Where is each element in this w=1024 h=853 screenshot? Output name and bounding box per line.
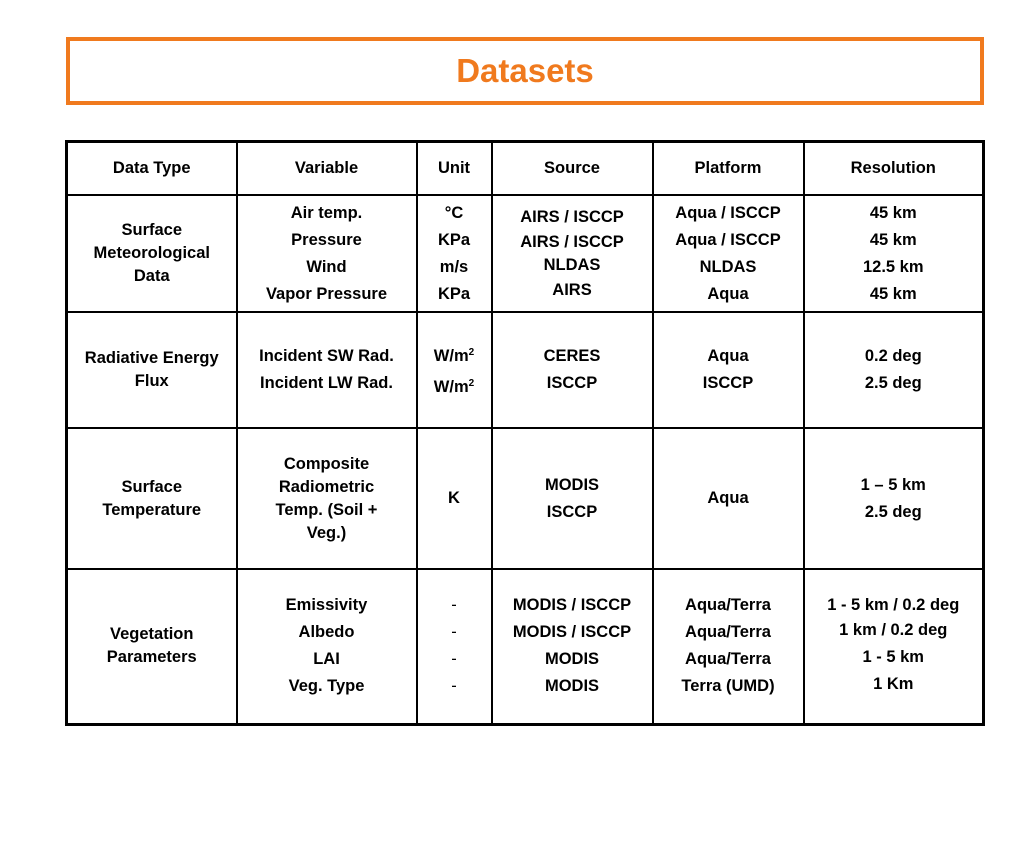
cell-variable — [237, 428, 417, 569]
header-platform: Platform — [653, 142, 804, 196]
cell-unit — [417, 312, 492, 428]
header-source: Source — [492, 142, 653, 196]
table-row — [67, 195, 984, 312]
resolution-value: 12.5 km — [862, 257, 924, 276]
cell-source — [492, 569, 653, 724]
unit-superscript: 2 — [468, 378, 475, 389]
cell-resolution — [804, 195, 984, 312]
cell-data-type: Vegetation Parameters — [67, 569, 237, 724]
cell-variable — [237, 195, 417, 312]
platform-value: NLDAS — [699, 257, 757, 276]
resolution-value: 1 – 5 km — [860, 475, 926, 494]
title-box — [66, 37, 984, 105]
page-title: Datasets — [456, 52, 594, 89]
resolution-value: 2.5 deg — [864, 502, 922, 521]
source-value: MODIS / ISCCP — [512, 596, 632, 615]
variable-value: Veg. Type — [288, 677, 365, 696]
platform-value: ISCCP — [702, 374, 754, 392]
cell-variable — [237, 312, 417, 428]
unit-value: KPa — [437, 230, 471, 249]
resolution-value: 2.5 deg — [864, 374, 922, 392]
cell-platform — [653, 195, 804, 312]
header-row — [67, 142, 984, 196]
variable-value: Air temp. — [290, 203, 363, 222]
unit-value: m/s — [439, 257, 469, 276]
cell-data-type: Surface Temperature — [67, 428, 237, 569]
resolution-value: 1 Km — [873, 675, 914, 694]
unit-value: - — [451, 623, 457, 642]
cell-resolution — [804, 569, 984, 724]
source-value: MODIS — [544, 677, 600, 696]
resolution-value: 1 - 5 km / 0.2 deg — [827, 596, 960, 615]
source-value: AIRS / ISCCP — [520, 207, 624, 226]
source-value: AIRS — [552, 280, 592, 299]
resolution-value: 45 km — [869, 284, 917, 303]
platform-value: Aqua — [707, 347, 749, 365]
cell-unit — [417, 428, 492, 569]
unit-value: °C — [444, 203, 464, 222]
resolution-value: 1 km / 0.2 deg — [839, 621, 948, 640]
datasets-table — [65, 140, 985, 726]
cell-data-type: Radiative Energy Flux — [67, 312, 237, 428]
platform-value: Aqua / ISCCP — [675, 203, 781, 222]
cell-unit — [417, 195, 492, 312]
variable-value: Incident LW Rad. — [260, 374, 393, 392]
platform-value: Aqua — [707, 489, 749, 507]
platform-value: Aqua / ISCCP — [675, 230, 781, 249]
variable-value: Emissivity — [285, 596, 368, 615]
unit-value: KPa — [437, 284, 471, 303]
platform-value: Aqua/Terra — [685, 596, 771, 615]
variable-value: LAI — [313, 650, 340, 669]
source-value: ISCCP — [546, 502, 598, 521]
cell-platform — [653, 312, 804, 428]
platform-value: Aqua — [707, 284, 749, 303]
resolution-value: 45 km — [869, 230, 917, 249]
variable-value: Vapor Pressure — [265, 284, 388, 303]
cell-variable — [237, 569, 417, 724]
platform-value: Aqua/Terra — [685, 623, 771, 642]
unit-superscript: 2 — [468, 347, 475, 358]
table-row — [67, 312, 984, 428]
source-value: MODIS / ISCCP — [512, 623, 632, 642]
cell-platform — [653, 569, 804, 724]
unit-value: K — [448, 489, 460, 507]
table-row — [67, 569, 984, 724]
cell-platform — [653, 428, 804, 569]
source-value: AIRS / ISCCP NLDAS — [520, 232, 624, 274]
variable-value: Pressure — [291, 230, 362, 249]
variable-value: Composite Radiometric Temp. (Soil + Veg.) — [275, 454, 378, 542]
unit-value: - — [451, 650, 457, 669]
header-resolution: Resolution — [804, 142, 984, 196]
cell-source — [492, 312, 653, 428]
unit-value: - — [451, 677, 457, 696]
cell-unit — [417, 569, 492, 724]
header-unit: Unit — [417, 142, 492, 196]
unit-value — [434, 370, 474, 401]
cell-source — [492, 428, 653, 569]
header-variable: Variable — [237, 142, 417, 196]
resolution-value: 45 km — [869, 203, 917, 222]
resolution-value: 1 - 5 km — [862, 648, 924, 667]
header-data-type: Data Type — [67, 142, 237, 196]
source-value: CERES — [543, 347, 601, 365]
unit-value: - — [451, 596, 457, 615]
cell-source — [492, 195, 653, 312]
variable-value: Wind — [306, 257, 347, 276]
source-value: MODIS — [544, 650, 600, 669]
platform-value: Terra (UMD) — [681, 677, 775, 696]
unit-text: W/m — [433, 378, 469, 396]
unit-text: W/m — [433, 347, 469, 365]
platform-value: Aqua/Terra — [685, 650, 771, 669]
source-value: ISCCP — [546, 374, 598, 392]
source-value: MODIS — [544, 475, 600, 494]
cell-data-type: Surface Meteorological Data — [67, 195, 237, 312]
variable-value: Incident SW Rad. — [259, 347, 394, 365]
unit-value — [434, 339, 474, 370]
variable-value: Albedo — [298, 623, 355, 642]
resolution-value: 0.2 deg — [864, 347, 922, 365]
cell-resolution — [804, 428, 984, 569]
cell-resolution — [804, 312, 984, 428]
table-row — [67, 428, 984, 569]
